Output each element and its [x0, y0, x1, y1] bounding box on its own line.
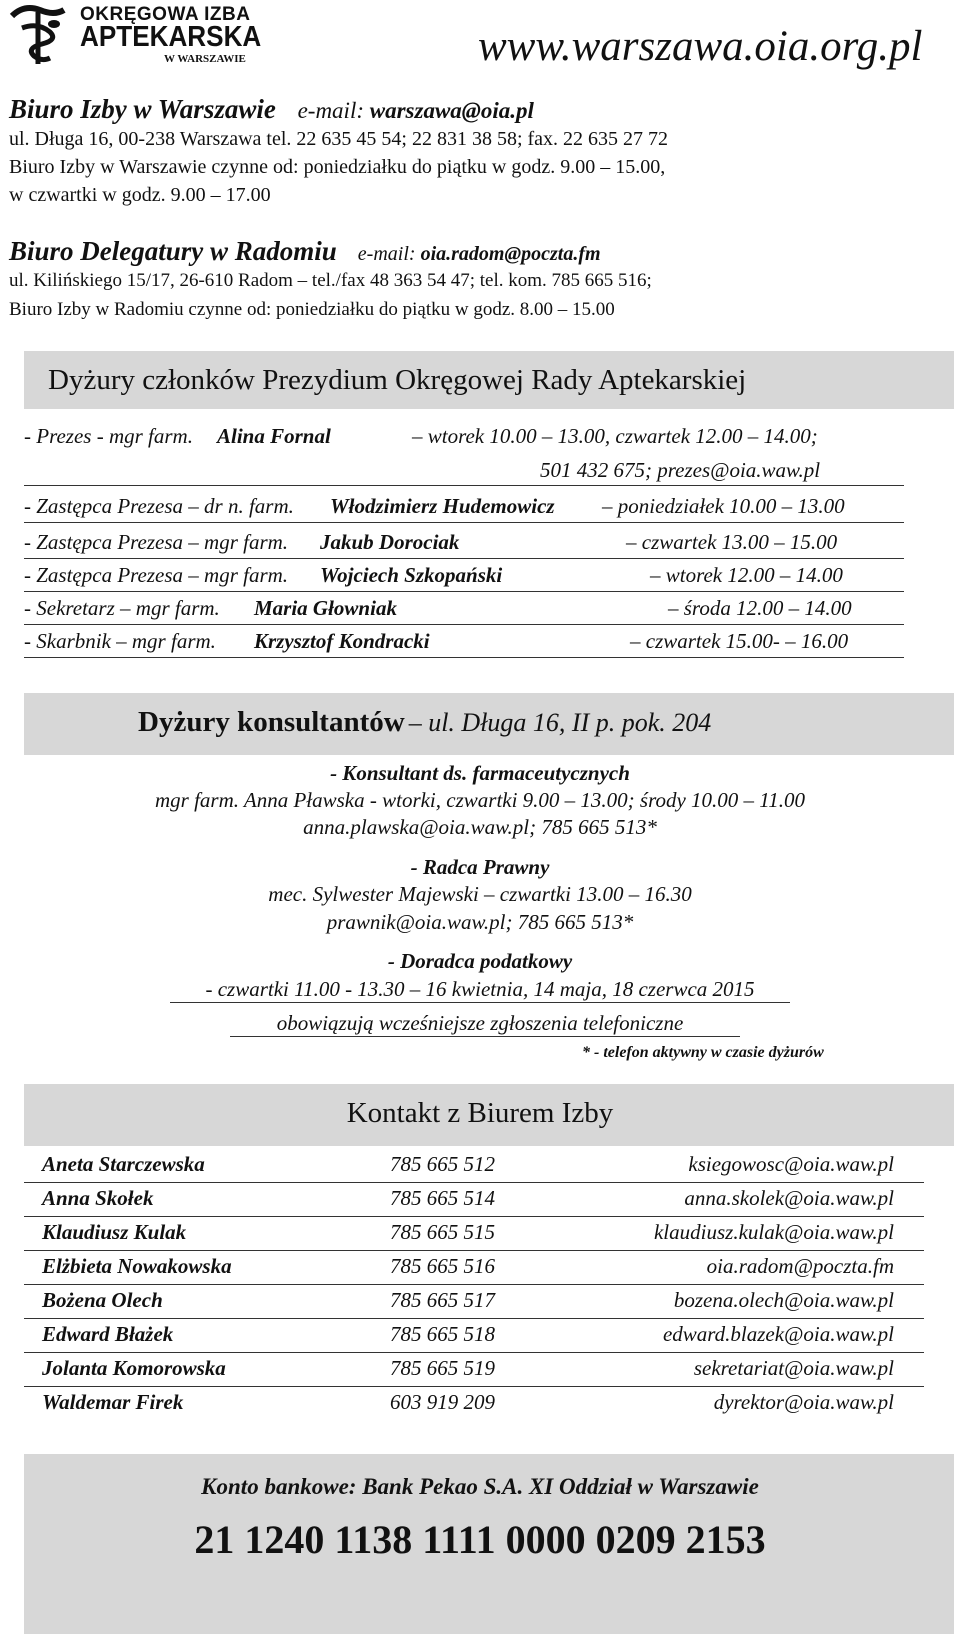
contact-name: Aneta Starczewska	[42, 1152, 205, 1176]
logo-line-2: APTEKARSKA	[80, 21, 262, 53]
presidium-row	[24, 530, 944, 560]
caduceus-logo-icon	[4, 2, 74, 68]
warsaw-address: ul. Długa 16, 00-238 Warszawa tel. 22 635 45 54; 22 831 38 58; fax. 22 635 27 72	[9, 128, 669, 150]
legal-advisor-title: - Radca Prawny	[410, 855, 550, 879]
contact-phone[interactable]: 603 919 209	[390, 1390, 495, 1414]
logo-line-3: W WARSZAWIE	[164, 53, 246, 65]
presidium-role: - Zastępca Prezesa – mgr farm.	[24, 563, 289, 587]
legal-advisor-hours: mec. Sylwester Majewski – czwartki 13.00 – 16.30	[268, 882, 692, 906]
warsaw-hours-2: w czwartki w godz. 9.00 – 17.00	[9, 184, 271, 206]
contact-email[interactable]: edward.blazek@oia.waw.pl	[662, 1322, 894, 1346]
presidium-time: – poniedziałek 10.00 – 13.00	[602, 494, 845, 518]
pharma-consultant-contact: anna.plawska@oia.waw.pl; 785 665 513*	[303, 815, 657, 839]
presidium-time: – czwartek 13.00 – 15.00	[626, 530, 838, 554]
presidium-row	[24, 596, 944, 626]
presidium-time: – wtorek 12.00 – 14.00	[650, 563, 843, 587]
presidium-name: Wojciech Szkopański	[320, 563, 503, 587]
legal-advisor-contact: prawnik@oia.waw.pl; 785 665 513*	[326, 910, 634, 934]
presidium-name: Jakub Dorociak	[320, 530, 460, 554]
contact-phone[interactable]: 785 665 517	[390, 1288, 495, 1312]
consultants-heading: Dyżury konsultantów	[138, 706, 405, 738]
contact-phone[interactable]: 785 665 514	[390, 1186, 495, 1210]
presidium-row	[24, 563, 944, 593]
pharma-consultant-title: - Konsultant ds. farmaceutycznych	[330, 761, 630, 785]
presidium-row	[24, 424, 944, 484]
warsaw-email-label: e-mail:	[297, 98, 364, 123]
contact-name: Anna Skołek	[42, 1186, 154, 1210]
presidium-name: Maria Głowniak	[254, 596, 397, 620]
warsaw-hours-1: Biuro Izby w Warszawie czynne od: poniedziałku do piątku w godz. 9.00 – 15.00,	[9, 156, 666, 178]
contact-name: Waldemar Firek	[42, 1390, 184, 1414]
contact-name: Elżbieta Nowakowska	[42, 1254, 232, 1278]
contact-row	[24, 1152, 924, 1184]
bank-label: Konto bankowe: Bank Pekao S.A. XI Oddział w Warszawie	[201, 1474, 759, 1499]
bank-account-number: 21 1240 1138 1111 0000 0209 2153	[194, 1517, 766, 1562]
logo	[4, 2, 262, 68]
presidium-time: – wtorek 10.00 – 13.00, czwartek 12.00 – 14.00;	[412, 424, 818, 448]
website-url[interactable]: www.warszawa.oia.org.pl	[478, 23, 923, 70]
radom-address: ul. Kilińskiego 15/17, 26-610 Radom – tel./fax 48 363 54 47; tel. kom. 785 665 516;	[9, 270, 652, 291]
contact-email[interactable]: sekretariat@oia.waw.pl	[693, 1356, 894, 1380]
presidium-role: - Zastępca Prezesa – mgr farm.	[24, 530, 289, 554]
presidium-name: Alina Fornal	[217, 424, 331, 448]
presidium-name: Krzysztof Kondracki	[254, 629, 430, 653]
contact-email[interactable]: klaudiusz.kulak@oia.waw.pl	[653, 1220, 894, 1244]
presidium-name: Włodzimierz Hudemowicz	[330, 494, 555, 518]
contact-email[interactable]: ksiegowosc@oia.waw.pl	[688, 1152, 894, 1176]
contact-phone[interactable]: 785 665 512	[390, 1152, 495, 1176]
tax-advisor-title: - Doradca podatkowy	[387, 949, 573, 973]
contact-row	[24, 1186, 924, 1218]
contact-row	[24, 1220, 924, 1252]
contact-row	[24, 1288, 924, 1320]
presidium-row	[24, 629, 944, 659]
consultants-location: – ul. Długa 16, II p. pok. 204	[408, 708, 712, 737]
warsaw-office-title: Biuro Izby w Warszawie	[9, 94, 276, 124]
contact-heading: Kontakt z Biurem Izby	[346, 1097, 614, 1129]
radom-office-title: Biuro Delegatury w Radomiu	[9, 236, 337, 266]
contact-phone[interactable]: 785 665 518	[390, 1322, 495, 1346]
consultants-heading-line	[138, 706, 711, 739]
presidium-time: – czwartek 15.00- – 16.00	[630, 629, 849, 653]
radom-email[interactable]: oia.radom@poczta.fm	[420, 243, 601, 265]
footnote: * - telefon aktywny w czasie dyżurów	[582, 1044, 824, 1061]
contact-email[interactable]: oia.radom@poczta.fm	[706, 1254, 894, 1278]
presidium-role: - Skarbnik – mgr farm.	[24, 629, 216, 653]
contact-name: Jolanta Komorowska	[42, 1356, 226, 1380]
contact-name: Klaudiusz Kulak	[42, 1220, 187, 1244]
presidium-contact: 501 432 675; prezes@oia.waw.pl	[540, 458, 821, 482]
tax-advisor-note: obowiązują wcześniejsze zgłoszenia telefoniczne	[276, 1011, 684, 1035]
presidium-role: - Prezes - mgr farm.	[24, 424, 193, 448]
presidium-row	[24, 494, 944, 524]
contact-phone[interactable]: 785 665 515	[390, 1220, 495, 1244]
contact-name: Bożena Olech	[42, 1288, 163, 1312]
contact-email[interactable]: bozena.olech@oia.waw.pl	[673, 1288, 894, 1312]
presidium-time: – środa 12.00 – 14.00	[668, 596, 852, 620]
logo-line-1: OKRĘGOWA IZBA	[80, 4, 251, 25]
tax-advisor-hours: - czwartki 11.00 - 13.30 – 16 kwietnia, 14 maja, 18 czerwca 2015	[205, 977, 755, 1001]
presidium-role: - Sekretarz – mgr farm.	[24, 596, 220, 620]
contact-email[interactable]: dyrektor@oia.waw.pl	[713, 1390, 894, 1414]
contact-row	[24, 1356, 924, 1388]
contact-phone[interactable]: 785 665 516	[390, 1254, 495, 1278]
radom-email-label: e-mail:	[357, 243, 416, 265]
contact-row	[24, 1322, 924, 1354]
radom-hours: Biuro Izby w Radomiu czynne od: poniedziałku do piątku w godz. 8.00 – 15.00	[9, 299, 615, 320]
contact-row	[24, 1390, 924, 1422]
contact-name: Edward Błażek	[42, 1322, 174, 1346]
presidium-heading: Dyżury członków Prezydium Okręgowej Rady Aptekarskiej	[48, 364, 747, 396]
contact-row	[24, 1254, 924, 1286]
pharma-consultant-hours: mgr farm. Anna Pławska - wtorki, czwartki 9.00 – 13.00; środy 10.00 – 11.00	[154, 788, 805, 812]
warsaw-email[interactable]: warszawa@oia.pl	[369, 98, 534, 123]
contact-email[interactable]: anna.skolek@oia.waw.pl	[684, 1186, 894, 1210]
presidium-role: - Zastępca Prezesa – dr n. farm.	[24, 494, 294, 518]
contact-phone[interactable]: 785 665 519	[390, 1356, 495, 1380]
